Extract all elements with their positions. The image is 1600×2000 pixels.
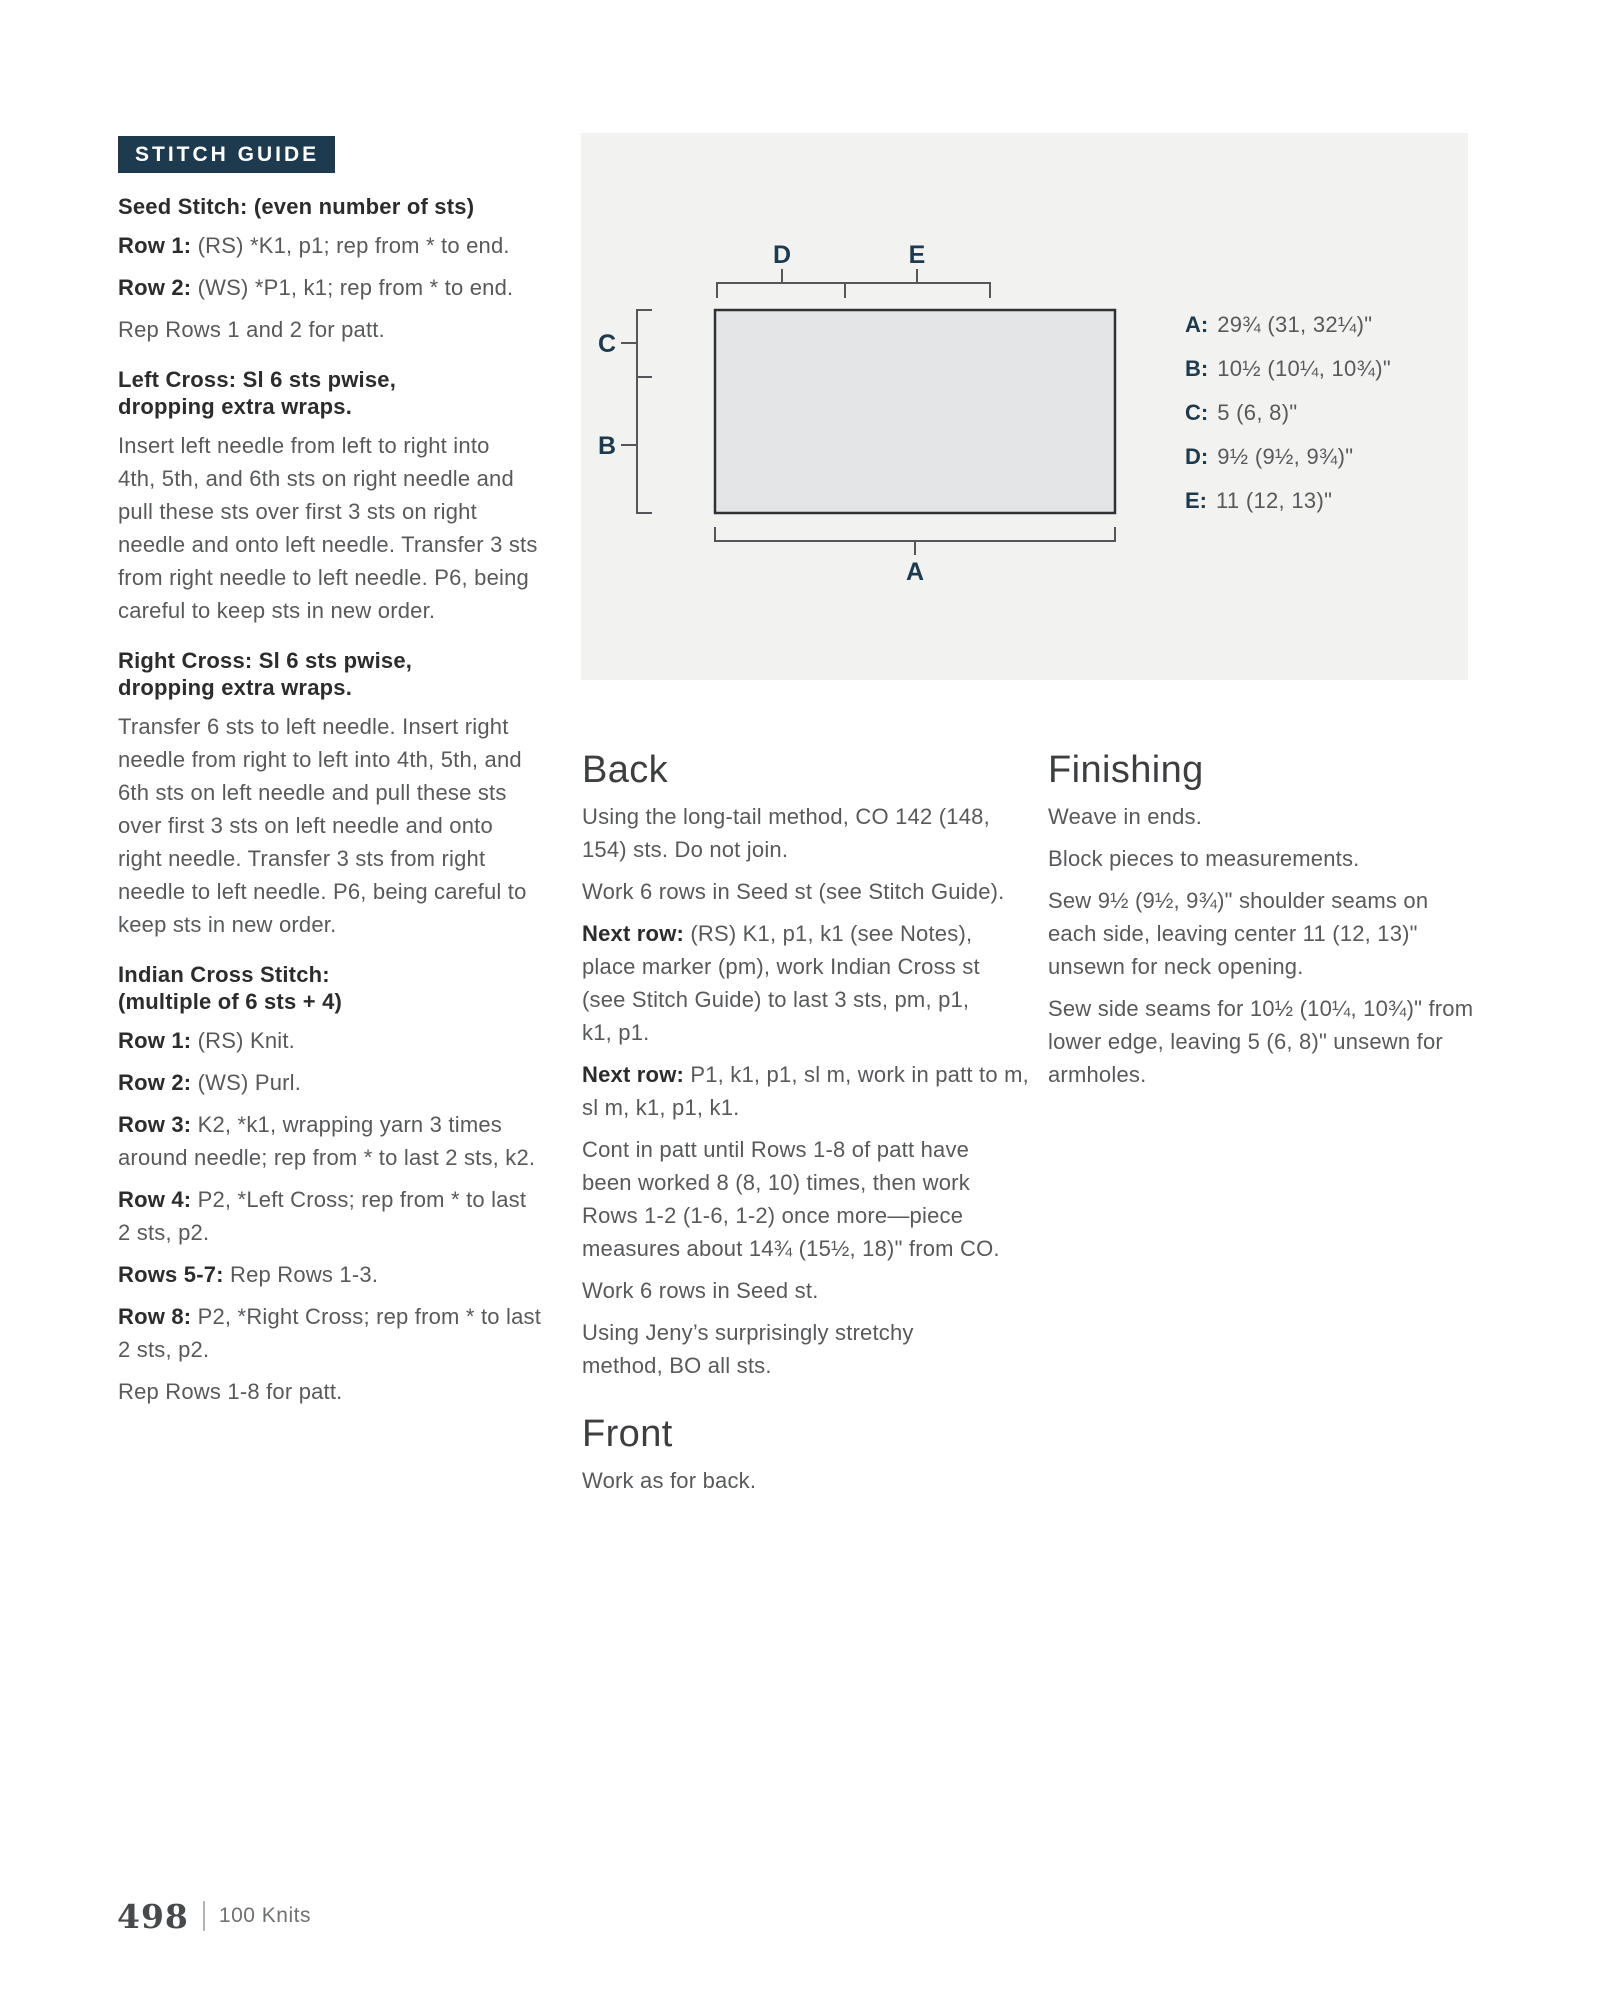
measurement-letter: C:: [1185, 400, 1209, 425]
page-number: 498: [117, 1896, 189, 1936]
text-line: needle to left needle. P6, being careful to: [118, 879, 527, 904]
text-line: P1, k1, p1, sl m, work in patt to m,: [690, 1062, 1029, 1087]
measurement-value: 5 (6, 8)": [1217, 400, 1298, 425]
stitch-subhead: [118, 366, 566, 420]
paragraph: [118, 710, 566, 941]
text-line: dropping extra wraps.: [118, 675, 353, 700]
paragraph: [582, 875, 1044, 908]
instructions-column: [582, 748, 1044, 1506]
row-label: Row 8:: [118, 1304, 192, 1329]
measurement-value: 10½ (10¼, 10¾)": [1217, 356, 1391, 381]
text-line: Right Cross: Sl 6 sts pwise,: [118, 648, 413, 673]
text-line: Indian Cross Stitch:: [118, 962, 330, 987]
measurement-value: 29¾ (31, 32¼)": [1217, 312, 1373, 337]
text-line: Sew 9½ (9½, 9¾)" shoulder seams on: [1048, 888, 1429, 913]
finishing-heading: Finishing: [1048, 749, 1204, 791]
measurement-row: [1185, 303, 1391, 347]
paragraph: [118, 1024, 566, 1057]
text-line: armholes.: [1048, 1062, 1147, 1087]
measurement-value: 9½ (9½, 9¾)": [1217, 444, 1354, 469]
text-line: (RS) *K1, p1; rep from * to end.: [197, 233, 510, 258]
text-line: lower edge, leaving 5 (6, 8)" unsewn for: [1048, 1029, 1443, 1054]
text-line: (see Stitch Guide) to last 3 sts, pm, p1,: [582, 987, 970, 1012]
measurement-letter: A:: [1185, 312, 1209, 337]
text-line: Sew side seams for 10½ (10¼, 10¾)" from: [1048, 996, 1474, 1021]
paragraph: [582, 1058, 1044, 1124]
text-line: needle and onto left needle. Transfer 3 sts: [118, 532, 538, 557]
stitch-guide-blocks: [118, 193, 566, 1408]
text-line: careful to keep sts in new order.: [118, 598, 436, 623]
text-line: dropping extra wraps.: [118, 394, 353, 419]
text-line: Rep Rows 1 and 2 for patt.: [118, 317, 385, 342]
measurement-value: 11 (12, 13)": [1216, 488, 1333, 513]
text-line: (RS) Knit.: [197, 1028, 295, 1053]
text-line: Rows 1-2 (1-6, 1-2) once more—piece: [582, 1203, 964, 1228]
row-label: Row 1:: [118, 233, 192, 258]
paragraph: [118, 1375, 566, 1408]
text-line: around needle; rep from * to last 2 sts, k2.: [118, 1145, 536, 1170]
row-label: Next row:: [582, 921, 685, 946]
measurement-row: [1185, 479, 1391, 523]
row-label: Row 1:: [118, 1028, 192, 1053]
measurement-row: [1185, 347, 1391, 391]
paragraph: [118, 1300, 566, 1366]
book-title: 100 Knits: [218, 1904, 311, 1927]
row-label: Next row:: [582, 1062, 685, 1087]
row-label: Row 4:: [118, 1187, 192, 1212]
text-line: method, BO all sts.: [582, 1353, 772, 1378]
text-line: keep sts in new order.: [118, 912, 337, 937]
measurement-row: [1185, 391, 1391, 435]
text-line: (WS) Purl.: [197, 1070, 302, 1095]
stitch-subhead: [118, 193, 566, 220]
paragraph: [1048, 842, 1510, 875]
text-line: from right needle to left needle. P6, being: [118, 565, 529, 590]
paragraph: [118, 313, 566, 346]
text-line: P2, *Left Cross; rep from * to last: [197, 1187, 527, 1212]
text-line: 4th, 5th, and 6th sts on right needle and: [118, 466, 514, 491]
text-line: Left Cross: Sl 6 sts pwise,: [118, 367, 397, 392]
paragraph: [1048, 992, 1510, 1091]
text-line: 154) sts. Do not join.: [582, 837, 789, 862]
measurement-letter: E:: [1185, 488, 1207, 513]
paragraph: [582, 1133, 1044, 1265]
text-line: Rep Rows 1-3.: [230, 1262, 379, 1287]
text-line: Seed Stitch: (even number of sts): [118, 194, 475, 219]
paragraph: [118, 1183, 566, 1249]
text-line: (WS) *P1, k1; rep from * to end.: [197, 275, 514, 300]
bracket-bottom: [715, 527, 1115, 541]
text-line: Using the long-tail method, CO 142 (148,: [582, 804, 990, 829]
text-line: Cont in patt until Rows 1-8 of patt have: [582, 1137, 970, 1162]
finishing-instructions: [1048, 800, 1510, 1091]
paragraph: [582, 1316, 1044, 1382]
label-b: B: [597, 432, 616, 460]
text-line: pull these sts over first 3 sts on right: [118, 499, 477, 524]
text-line: Using Jeny’s surprisingly stretchy: [582, 1320, 914, 1345]
text-line: P2, *Right Cross; rep from * to last: [197, 1304, 542, 1329]
text-line: unsewn for neck opening.: [1048, 954, 1304, 979]
text-line: (RS) K1, p1, k1 (see Notes),: [690, 921, 973, 946]
row-label: Rows 5-7:: [118, 1262, 224, 1287]
text-line: Block pieces to measurements.: [1048, 846, 1360, 871]
text-line: been worked 8 (8, 10) times, then work: [582, 1170, 970, 1195]
measurement-list: [1185, 303, 1391, 523]
stitch-guide-badge: STITCH GUIDE: [118, 136, 335, 173]
label-a: A: [905, 558, 925, 586]
paragraph: [118, 429, 566, 627]
text-line: Insert left needle from left to right into: [118, 433, 490, 458]
stitch-guide-column: [118, 136, 566, 1417]
text-line: Work 6 rows in Seed st (see Stitch Guide).: [582, 879, 1005, 904]
measurement-row: [1185, 435, 1391, 479]
page-footer: [117, 1895, 311, 1937]
front-instructions: [582, 1464, 1044, 1497]
text-line: k1, p1.: [582, 1020, 650, 1045]
footer-divider: [203, 1901, 205, 1931]
stitch-subhead: [118, 647, 566, 701]
paragraph: [118, 271, 566, 304]
back-instructions: [582, 800, 1044, 1382]
text-line: 2 sts, p2.: [118, 1220, 210, 1245]
front-heading: Front: [582, 1413, 673, 1455]
bracket-left: [637, 310, 652, 513]
paragraph: [1048, 884, 1510, 983]
text-line: needle from right to left into 4th, 5th, and: [118, 747, 522, 772]
schematic-rect: [715, 310, 1115, 513]
label-e: E: [908, 241, 926, 269]
paragraph: [1048, 800, 1510, 833]
text-line: place marker (pm), work Indian Cross st: [582, 954, 980, 979]
text-line: 6th sts on left needle and pull these sts: [118, 780, 507, 805]
text-line: measures about 14¾ (15½, 18)" from CO.: [582, 1236, 1000, 1261]
text-line: Work 6 rows in Seed st.: [582, 1278, 819, 1303]
text-line: K2, *k1, wrapping yarn 3 times: [197, 1112, 502, 1137]
paragraph: [118, 229, 566, 262]
measurement-letter: B:: [1185, 356, 1209, 381]
measurement-letter: D:: [1185, 444, 1209, 469]
paragraph: [582, 1464, 1044, 1497]
text-line: each side, leaving center 11 (12, 13)": [1048, 921, 1418, 946]
paragraph: [582, 1274, 1044, 1307]
text-line: Work as for back.: [582, 1468, 757, 1493]
paragraph: [118, 1258, 566, 1291]
row-label: Row 2:: [118, 1070, 192, 1095]
bracket-top: [717, 283, 990, 298]
label-d: D: [772, 241, 792, 269]
text-line: right needle. Transfer 3 sts from right: [118, 846, 486, 871]
text-line: Rep Rows 1-8 for patt.: [118, 1379, 343, 1404]
text-line: 2 sts, p2.: [118, 1337, 210, 1362]
paragraph: [118, 1108, 566, 1174]
schematic-panel: [581, 133, 1468, 680]
text-line: over first 3 sts on left needle and onto: [118, 813, 493, 838]
paragraph: [582, 800, 1044, 866]
label-c: C: [597, 330, 616, 358]
text-line: Transfer 6 sts to left needle. Insert right: [118, 714, 509, 739]
stitch-subhead: [118, 961, 566, 1015]
text-line: Weave in ends.: [1048, 804, 1203, 829]
row-label: Row 2:: [118, 275, 192, 300]
finishing-column: [1048, 748, 1510, 1100]
paragraph: [118, 1066, 566, 1099]
text-line: sl m, k1, p1, k1.: [582, 1095, 740, 1120]
row-label: Row 3:: [118, 1112, 192, 1137]
text-line: (multiple of 6 sts + 4): [118, 989, 343, 1014]
back-heading: Back: [582, 749, 669, 791]
paragraph: [582, 917, 1044, 1049]
